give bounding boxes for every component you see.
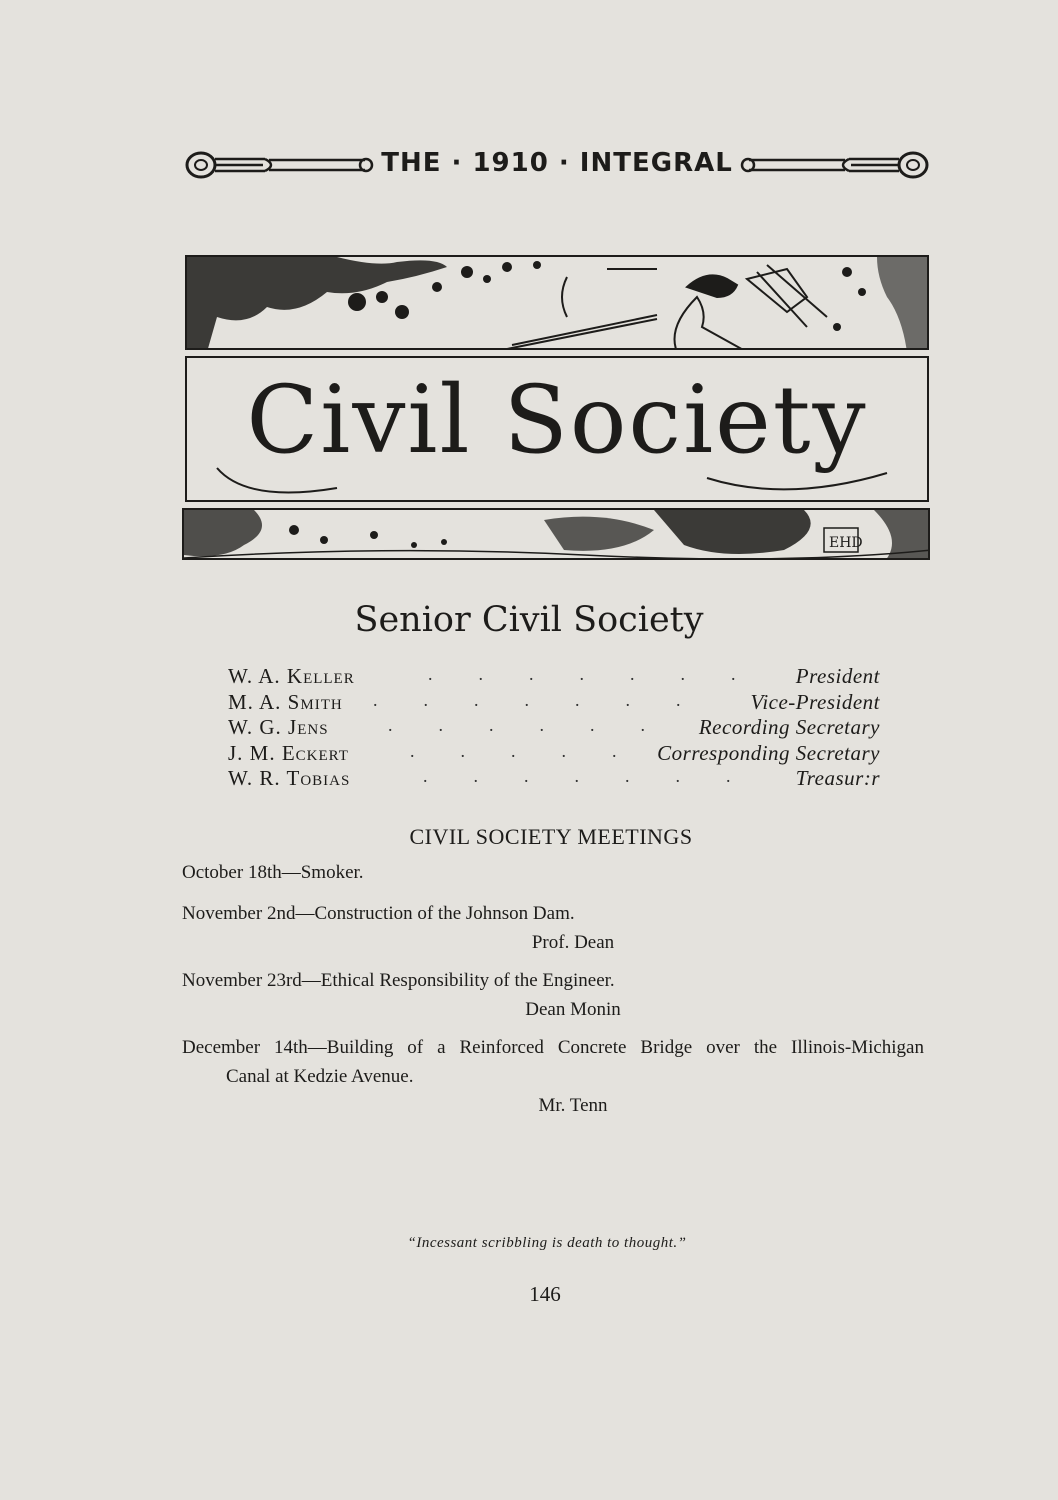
officer-name: M. A. Smith [228,689,343,714]
surveyor-scene-icon [187,257,929,350]
meeting-entry [182,966,924,1024]
officer-role: Recording Secretary [698,715,880,739]
meeting-speaker: Prof. Dean [531,932,615,953]
meetings-heading: CIVIL SOCIETY MEETINGS [409,824,693,849]
meeting-description-continuation: Canal at Kedzie Avenue. [226,1066,414,1087]
officer-name: W. A. Keller [228,664,355,688]
officer-role: Corresponding Secretary [657,740,880,765]
leader-dots: ....... [373,689,727,710]
meeting-entry [182,858,924,887]
leader-dots: ...... [388,715,691,735]
landscape-scene-icon [184,510,930,560]
meeting-description: October 18th—Smoker. [182,862,364,883]
officer-role: Vice-President [750,689,880,714]
title-panel [185,356,929,502]
meeting-entry [182,1033,924,1120]
title-block [182,255,930,561]
officer-row [228,766,880,792]
officer-row [228,664,880,690]
meeting-description: November 23rd—Ethical Responsibility of the Engineer. [182,970,615,991]
officer-row [228,690,880,716]
officer-role: President [795,664,880,688]
running-header [185,146,929,186]
officer-name: W. R. Tobias [228,766,351,790]
leader-dots: ....... [423,766,777,786]
meeting-description-line: December 14th—Building of a Reinforced Concrete Bridge over the Illinois-Michigan [182,1037,924,1058]
officer-row [228,715,880,741]
leader-dots: ....... [428,664,782,684]
monogram: EHD [829,535,863,551]
meeting-description [182,1033,924,1091]
meeting-speaker: Dean Monin [525,999,621,1020]
page-number: 146 [529,1282,561,1306]
running-title: THE · 1910 · INTEGRAL [381,148,733,178]
meeting-entry [182,899,924,957]
right-ornament-icon [739,150,929,180]
leader-dots: ..... [410,740,663,761]
surveyor-illustration [185,255,929,350]
officer-role: Treasur:r [795,766,880,790]
block-title: Civil Society [246,366,868,475]
meeting-speaker: Mr. Tenn [538,1095,608,1116]
landscape-illustration [182,508,930,560]
officer-name: J. M. Eckert [228,740,349,765]
footer-quote: “Incessant scribbling is death to thought.” [407,1235,687,1251]
officer-row [228,741,880,767]
officer-name: W. G. Jens [228,715,329,739]
officers-list [228,664,880,792]
section-heading: Senior Civil Society [354,600,704,640]
meeting-description: November 2nd—Construction of the Johnson Dam. [182,903,575,924]
